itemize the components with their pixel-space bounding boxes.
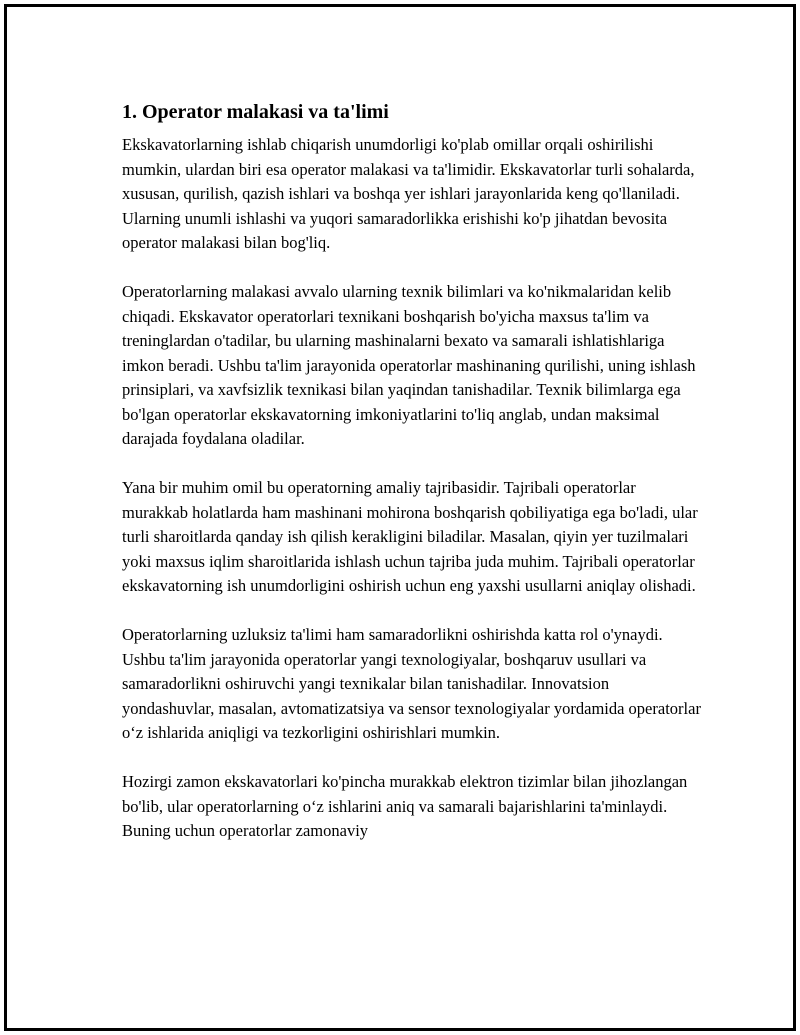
- paragraph-4: Operatorlarning uzluksiz ta'limi ham samaradorlikni oshirishda katta rol o'ynaydi. Ushbu ta'lim jarayonida operatorlar yangi texnologiyalar, boshqaruv usullari va samaradorlikni oshiruvchi yangi texnikalar bilan tanishadilar. Innovatsion yondashuvlar, masalan, avtomatizatsiya va sensor texnologiyalar yordamida operatorlar o‘z ishlarida aniqligi va tezkorligini oshirishlari mumkin.: [122, 625, 701, 742]
- paragraph-2: Operatorlarning malakasi avvalo ularning texnik bilimlari va ko'nikmalaridan kelib chiqadi. Ekskavator operatorlari texnikani boshqarish bo'yicha maxsus ta'lim va treninglardan o'tadilar, bu ularning mashinalarni bexato va samarali ishlatishlariga imkon beradi. Ushbu ta'lim jarayonida operatorlar mashinaning qurilishi, uning ishlash prinsiplari, va xavfsizlik texnikasi bilan yaqindan tanishadilar. Texnik bilimlarga ega bo'lgan operatorlar ekskavatorning imkoniyatlarini to'liq anglab, undan maksimal darajada foydalana oladilar.: [122, 282, 696, 448]
- paragraph-1: Ekskavatorlarning ishlab chiqarish unumdorligi ko'plab omillar orqali oshirilishi mumkin, ulardan biri esa operator malakasi va ta'limidir. Ekskavatorlar turli sohalarda, xususan, qurilish, qazish ishlari va boshqa yer ishlari jarayonlarida keng qo'llaniladi. Ularning unumli ishlashi va yuqori samaradorlikka erishishi ko'p jihatdan bevosita operator malakasi bilan bog'liq.: [122, 135, 695, 252]
- paragraph-5: Hozirgi zamon ekskavatorlari ko'pincha murakkab elektron tizimlar bilan jihozlangan bo'lib, ular operatorlarning o‘z ishlarini aniq va samarali bajarishlarini ta'minlaydi. Buning uchun operatorlar zamonaviy: [122, 772, 688, 840]
- section-heading: 1. Operator malakasi va ta'limi: [122, 101, 389, 123]
- paragraph-3: Yana bir muhim omil bu operatorning amaliy tajribasidir. Tajribali operatorlar murakkab holatlarda ham mashinani mohirona boshqarish qobiliyatiga ega bo'ladi, ular turli sharoitlarda qanday ish qilish kerakligini biladilar. Masalan, qiyin yer tuzilmalari yoki maxsus iqlim sharoitlarida ishlash uchun tajriba juda muhim. Tajribali operatorlar ekskavatorning ish unumdorligini oshirish uchun eng yaxshi usullarni aniqlay olishadi.: [122, 478, 698, 595]
- document-body: [122, 99, 702, 868]
- page-frame: [4, 4, 796, 1031]
